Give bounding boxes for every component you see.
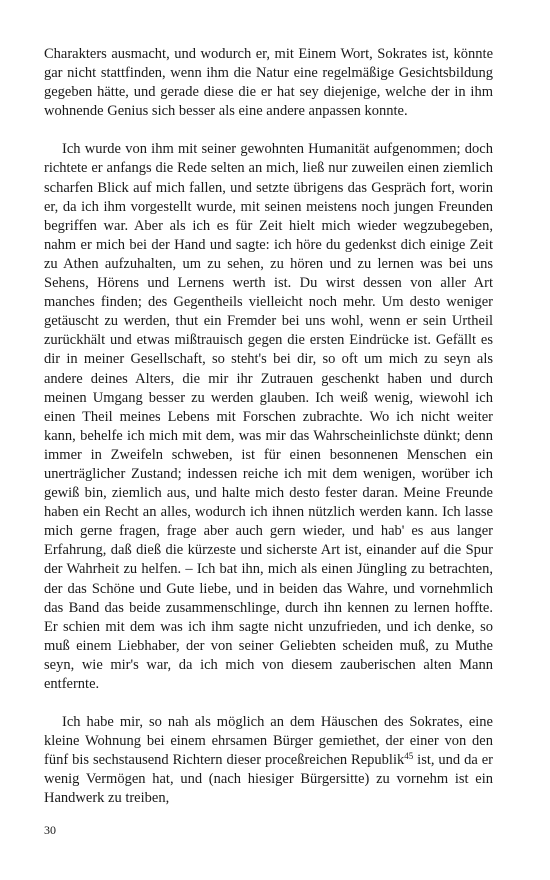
paragraph-text: Ich wurde von ihm mit seiner gewohnten Humanität aufgenommen; doch richtete er anfangs die Rede selten an mich, ließ nur zuweilen einen ziemlich scharfen Blick auf mich fallen, und setzte übrigens das Gespräch fort, worin er, da ich ihm vorgestellt wurde, mit seinen meistens noch jungen Freunden begriffen war. Aber als ich es für Zeit hielt mich wieder wegzubegeben, nahm er mich bei der Hand und sagte: ich höre du gedenkst dich einige Zeit zu Athen aufzuhalten, um zu sehen, zu hören und zu lernen was bei uns Sehens, Hörens und Lernens werth ist. Du wirst dessen von aller Art manches finden; des Gegentheils vielleicht noch mehr. Um desto weniger getäuscht zu werden, thut ein Fremder bei uns wohl, wenn er sein Urtheil zurückhält und etwas mißtrauisch gegen die ersten Eindrücke ist. Gefällt es dir in meiner Gesellschaft, so steht's bei dir, so oft um mich zu seyn als andere deines Alters, die mir ihr Zutrauen geschenkt haben und durch meinen Umgang besser zu werden glauben. Ich weiß wenig, wiewohl ich einen Theil meines Lebens mit Forschen zubrachte. Wo ich nicht weiter kann, behelfe ich mich mit dem, was mir das Wahrscheinlichste dünkt; denn immer in Zweifeln schweben, ist für einen besonnenen Menschen ein unerträglicher Zustand; indessen reiche ich mit dem wenigen, worüber ich gewiß bin, ziemlich aus, und halte mich desto fester daran. Meine Freunde haben ein Recht an alles, wodurch ich ihnen nützlich werden kann. Ich lasse mich gerne fragen, frage aber auch gern wieder, und hab' es aus langer Erfahrung, daß dieß die kürzeste und sicherste Art ist, einander auf die Spur der Wahrheit zu helfen. – Ich bat ihn, mich als einen Jüngling zu betrachten, der das Schöne und Gute liebe, und in beiden das Wahre, und vornehmlich das Band das beide zusammenschlinge, durch ihn kennen zu lernen hoffte. Er schien mit dem was ich ihm sagte nicht unzufrieden, und ich denke, so muß einem Liebhaber, der von seiner Geliebten scheiden muß, zu Muthe seyn, wie mir's war, da ich mich von diesem zauberischen alten Mann entfernte. [44, 141, 493, 692]
paragraph-continuation [44, 45, 493, 121]
footnote-marker[interactable]: 45 [404, 751, 414, 762]
page-number: 30 [44, 823, 56, 837]
paragraph-lodging [44, 713, 493, 808]
paragraph-text: Charakters ausmacht, und wodurch er, mit Einem Wort, Sokrates ist, könnte gar nicht stattfinden, wenn ihm die Natur eine regelmäßige Gesichtsbildung gegeben hätte, und gerade diese die er hat sey diejenige, welche der in ihm wohnende Genius sich besser als eine andere anpassen konnte. [44, 46, 493, 120]
paragraph-text: Ich habe mir, so nah als möglich an dem Häuschen des Sokrates, eine kleine Wohnung bei einem ehrsamen Bürger gemiethet, der einer von den fünf bis sechstausend Richtern dieser proceßreichen Republik [44, 714, 493, 769]
paragraph-socrates-welcome [44, 140, 493, 694]
paragraph-text: ist, und da er wenig Vermögen hat, und (nach hiesiger Bürgersitte) zu vornehm ist ein Handwerk zu treiben, [44, 752, 494, 807]
page-body [44, 45, 493, 809]
